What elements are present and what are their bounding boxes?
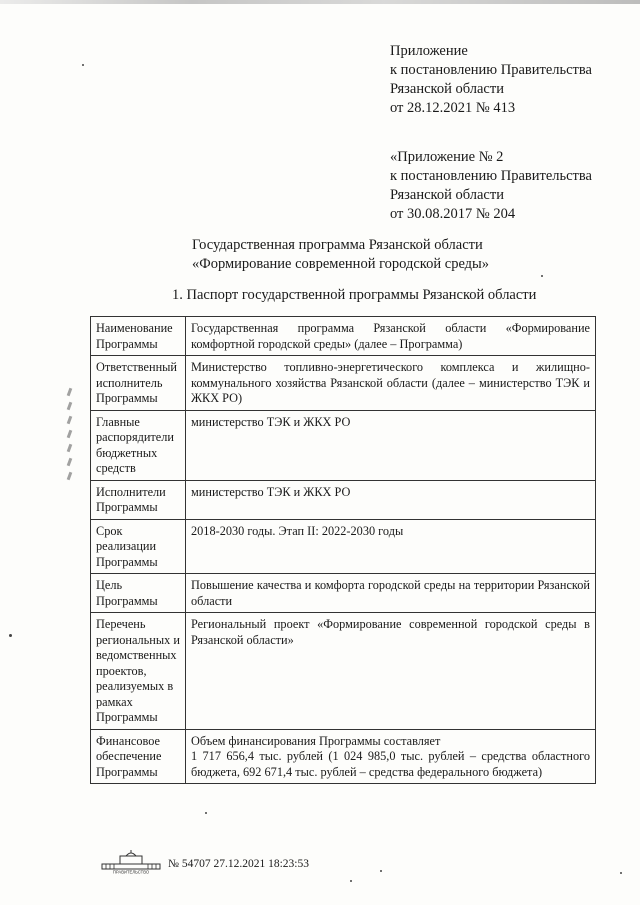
table-row (91, 519, 596, 574)
row-value-text: министерство ТЭК и ЖКХ РО (191, 484, 351, 499)
row-label: Перечень региональных и ведомственных проектов, реализуемых в рамках Программы (91, 613, 186, 730)
scan-speck (541, 275, 543, 277)
annex-line: «Приложение № 2 (390, 149, 504, 165)
annex-line: к постановлению Правительства (390, 62, 592, 78)
row-label: Ответственный исполнитель Программы (91, 356, 186, 411)
row-value-text: 2018-2030 годы. Этап II: 2022-2030 годы (191, 523, 404, 538)
annex-original-block (390, 148, 592, 224)
registration-stamp: № 54707 27.12.2021 18:23:53 (168, 858, 309, 870)
table-row (91, 480, 596, 519)
scan-speck (9, 634, 12, 637)
annex-line: к постановлению Правительства (390, 168, 592, 184)
program-title-line: Государственная программа Рязанской области (192, 237, 483, 253)
section-heading: 1. Паспорт государственной программы Рязанской области (172, 287, 537, 303)
row-value-text: 1 717 656,4 тыс. рублей (1 024 985,0 тыс. рублей – средства областного бюджета, 692 671,4 тыс. рублей – средства федерального бюджета) (191, 749, 590, 779)
row-value-text: Объем финансирования Программы составляет (191, 733, 441, 748)
row-value (186, 613, 596, 730)
row-value-text: Государственная программа Рязанской области «Формирование комфортной городской среды» (далее – Программа) (191, 321, 590, 351)
row-value (186, 317, 596, 356)
logo-caption: ПРАВИТЕЛЬСТВО (112, 869, 150, 874)
row-label: Срок реализации Программы (91, 519, 186, 574)
annex-current-block (390, 42, 592, 118)
program-title-line: «Формирование современной городской среды» (192, 256, 490, 272)
row-label: Исполнители Программы (91, 480, 186, 519)
row-label: Главные распорядители бюджетных средств (91, 410, 186, 480)
row-label: Цель Программы (91, 574, 186, 613)
row-value (186, 356, 596, 411)
table-row (91, 574, 596, 613)
annex-line: от 30.08.2017 № 204 (390, 206, 516, 222)
row-value (186, 410, 596, 480)
scan-top-edge (0, 0, 640, 4)
table-row (91, 317, 596, 356)
scan-speck (380, 870, 382, 872)
row-value-text: Министерство топливно-энергетического комплекса и жилищно-коммунального хозяйства Рязанской области (далее – министерство ТЭК и ЖКХ РО) (191, 360, 590, 405)
row-value-text: Повышение качества и комфорта городской среды на территории Рязанской области (191, 578, 590, 608)
row-value (186, 574, 596, 613)
row-label: Финансовое обеспечение Программы (91, 729, 186, 784)
table-row (91, 356, 596, 411)
row-label: Наименование Программы (91, 317, 186, 356)
annex-line: от 28.12.2021 № 413 (390, 100, 516, 116)
row-value (186, 480, 596, 519)
scan-speck (82, 64, 84, 66)
table-row (91, 613, 596, 730)
government-building-logo (100, 850, 162, 874)
annex-line: Рязанской области (390, 187, 504, 203)
row-value (186, 519, 596, 574)
annex-line: Рязанской области (390, 81, 504, 97)
row-value (186, 729, 596, 784)
scan-speck (205, 812, 207, 814)
row-value-text: Региональный проект «Формирование современной городской среды в Рязанской области» (191, 617, 590, 647)
annex-line: Приложение (390, 43, 468, 59)
scan-speck (620, 872, 622, 874)
table-row (91, 729, 596, 784)
row-value-text: министерство ТЭК и ЖКХ РО (191, 414, 351, 429)
passport-table (90, 316, 596, 784)
table-row (91, 410, 596, 480)
scan-speck (350, 880, 352, 882)
margin-handwriting (62, 388, 76, 500)
program-title (0, 236, 640, 274)
